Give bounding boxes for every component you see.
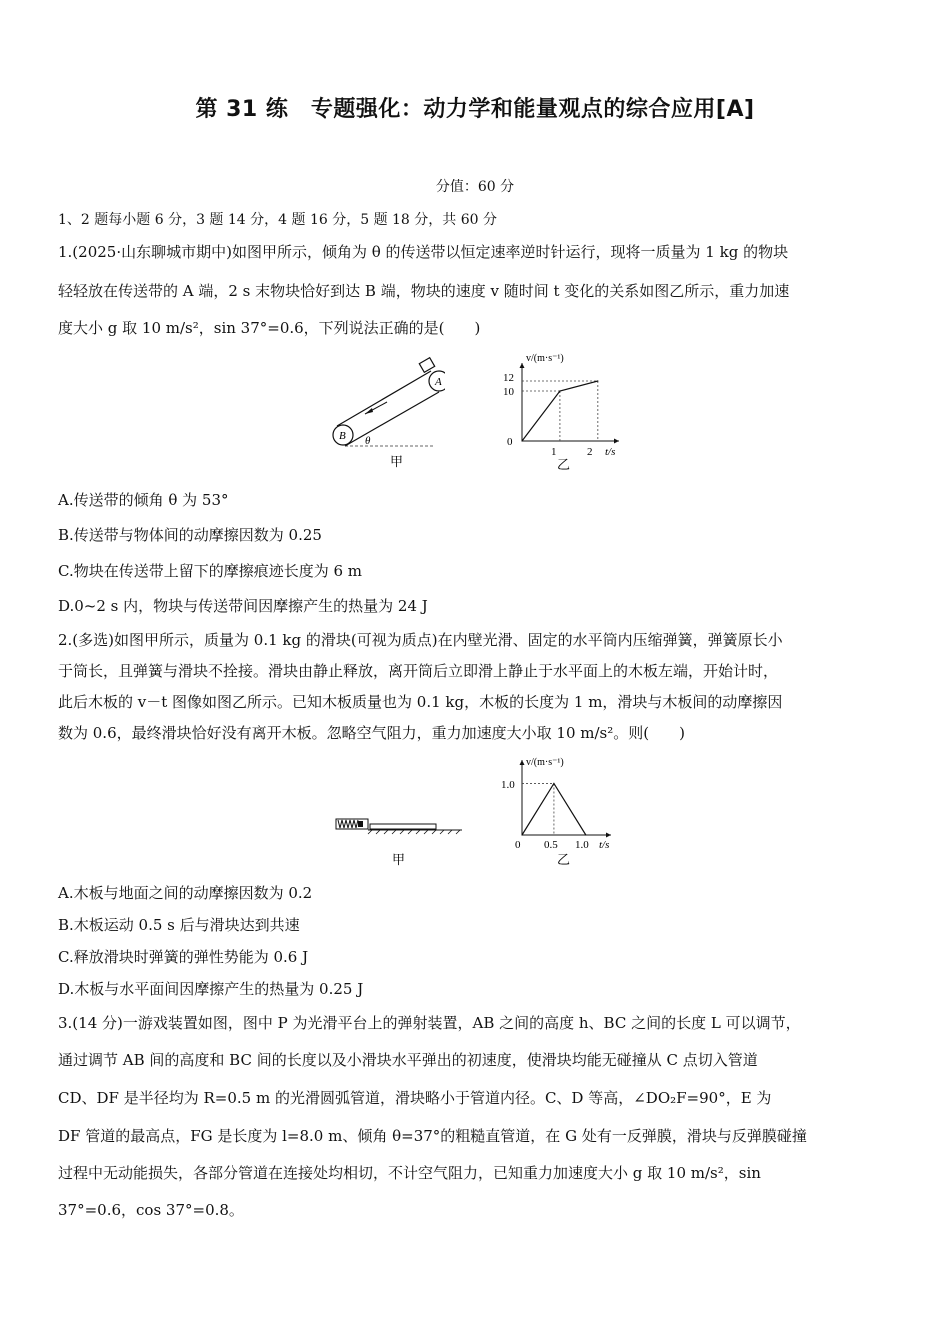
q3-line-2: 通过调节 AB 间的高度和 BC 间的长度以及小滑块水平弹出的初速度，使滑块均能无碰撞从 C 点切入管道 (58, 1051, 758, 1069)
q2-line-3: 此后木板的 v－t 图像如图乙所示。已知木板质量也为 0.1 kg，木板的长度为 1 m，滑块与木板间的动摩擦因 (58, 693, 783, 711)
q1-chart-ytick-10: 10 (503, 386, 514, 398)
q2-figure-jia (332, 810, 472, 870)
belt-top-edge (337, 371, 431, 426)
q2-chart-point-1 (553, 783, 554, 784)
q2-line-2: 于筒长，且弹簧与滑块不拴接。滑块由静止释放，离开筒后立即滑上静止于水平面上的木板左端，开始计时， (58, 662, 779, 680)
q1-chart-caption: 乙 (557, 457, 571, 472)
q1-line-1: 1.(2025·山东聊城市期中)如图甲所示，倾角为 θ 的传送带以恒定速率逆时针运行，现将一质量为 1 kg 的物块 (58, 243, 789, 261)
q1-chart-point-1 (559, 390, 560, 391)
q1-chart-x-arrow (614, 439, 619, 444)
belt-bottom-edge (345, 392, 439, 446)
q2-caption-jia: 甲 (392, 852, 406, 867)
q1-figure-jia (325, 352, 445, 472)
q2-chart-xlabel: t/s (599, 839, 610, 851)
q2-figure-yi (495, 750, 625, 870)
q3-line-1: 3.(14 分)一游戏装置如图，图中 P 为光滑平台上的弹射装置，AB 之间的高度 h、BC 之间的长度 L 可以调节， (58, 1014, 801, 1032)
q3-line-5: 过程中无动能损失，各部分管道在连接处均相切，不计空气阻力，已知重力加速度大小 g 取 10 m/s²，sin (58, 1164, 761, 1182)
score-total: 分值：60 分 (435, 179, 515, 195)
q3-line-4: DF 管道的最高点，FG 是长度为 l=8.0 m、倾角 θ=37°的粗糙直管道，在 G 处有一反弹膜，滑块与反弹膜碰撞 (58, 1127, 807, 1145)
conveyor-belt-diagram (325, 352, 445, 472)
q1-chart-xtick-1: 1 (551, 446, 557, 458)
q2-option-c: C.释放滑块时弹簧的弹性势能为 0.6 J (58, 948, 309, 966)
q1-line-3: 度大小 g 取 10 m/s²，sin 37°=0.6，下列说法正确的是( ) (58, 319, 481, 337)
q1-option-d: D.0~2 s 内，物块与传送带间因摩擦产生的热量为 24 J (58, 597, 428, 615)
q1-option-a: A.传送带的倾角 θ 为 53° (58, 491, 229, 509)
q3-line-6: 37°=0.6，cos 37°=0.8。 (58, 1201, 244, 1219)
q2-chart-ytick-10: 1.0 (501, 779, 515, 791)
q1-chart-xtick-2: 2 (587, 446, 593, 458)
ground-hatch (368, 830, 460, 834)
q2-option-d: D.木板与水平面间因摩擦产生的热量为 0.25 J (58, 980, 364, 998)
q2-chart-caption: 乙 (557, 852, 571, 867)
q1-chart-origin: 0 (507, 436, 513, 448)
q1-option-b: B.传送带与物体间的动摩擦因数为 0.25 (58, 526, 322, 544)
label-b: B (339, 430, 346, 442)
q2-line-1: 2.(多选)如图甲所示，质量为 0.1 kg 的滑块(可视为质点)在内壁光滑、固定的水平筒内压缩弹簧，弹簧原长小 (58, 631, 783, 649)
score-rule: 1、2 题每小题 6 分，3 题 14 分，4 题 16 分，5 题 18 分，共 60 分 (58, 212, 498, 228)
q2-chart-point-2 (585, 834, 586, 835)
slider (358, 821, 363, 827)
q2-vt-chart (495, 750, 625, 870)
page-title: 第 31 练 专题强化：动力学和能量观点的综合应用[A] (195, 97, 755, 122)
q1-chart-ytick-12: 12 (503, 372, 514, 384)
block (419, 358, 434, 373)
q2-line-4: 数为 0.6，最终滑块恰好没有离开木板。忽略空气阻力，重力加速度大小取 10 m/s²。则( ) (58, 724, 685, 742)
label-a: A (435, 376, 442, 388)
q1-chart-ylabel: v/(m·s⁻¹) (526, 353, 564, 364)
q2-chart-xtick-05: 0.5 (544, 839, 558, 851)
q1-chart-xlabel: t/s (605, 446, 616, 458)
q1-line-2: 轻轻放在传送带的 A 端，2 s 末物块恰好到达 B 端，物块的速度 v 随时间 t 变化的关系如图乙所示，重力加速 (58, 282, 790, 300)
q1-chart-y-arrow (520, 363, 525, 368)
q1-figure-yi (495, 345, 635, 473)
q2-option-b: B.木板运动 0.5 s 后与滑块达到共速 (58, 916, 300, 934)
q2-chart-ylabel: v/(m·s⁻¹) (526, 757, 564, 768)
q2-option-a: A.木板与地面之间的动摩擦因数为 0.2 (58, 884, 313, 902)
q2-chart-xtick-10: 1.0 (575, 839, 589, 851)
label-theta: θ (365, 435, 371, 447)
q2-chart-x-arrow (606, 833, 611, 838)
caption-jia: 甲 (390, 454, 404, 469)
q3-line-3: CD、DF 是半径均为 R=0.5 m 的光滑圆弧管道，滑块略小于管道内径。C、D 等高，∠DO₂F=90°，E 为 (58, 1089, 772, 1107)
q2-chart-y-arrow (520, 760, 525, 765)
q1-vt-chart (495, 345, 635, 473)
spring-board-diagram (332, 810, 472, 870)
q1-chart-point-2 (597, 380, 598, 381)
q1-option-c: C.物块在传送带上留下的摩擦痕迹长度为 6 m (58, 562, 363, 580)
board (370, 824, 436, 829)
q1-chart-point-0 (521, 440, 522, 441)
q2-chart-point-0 (521, 834, 522, 835)
q2-chart-origin: 0 (515, 839, 521, 851)
